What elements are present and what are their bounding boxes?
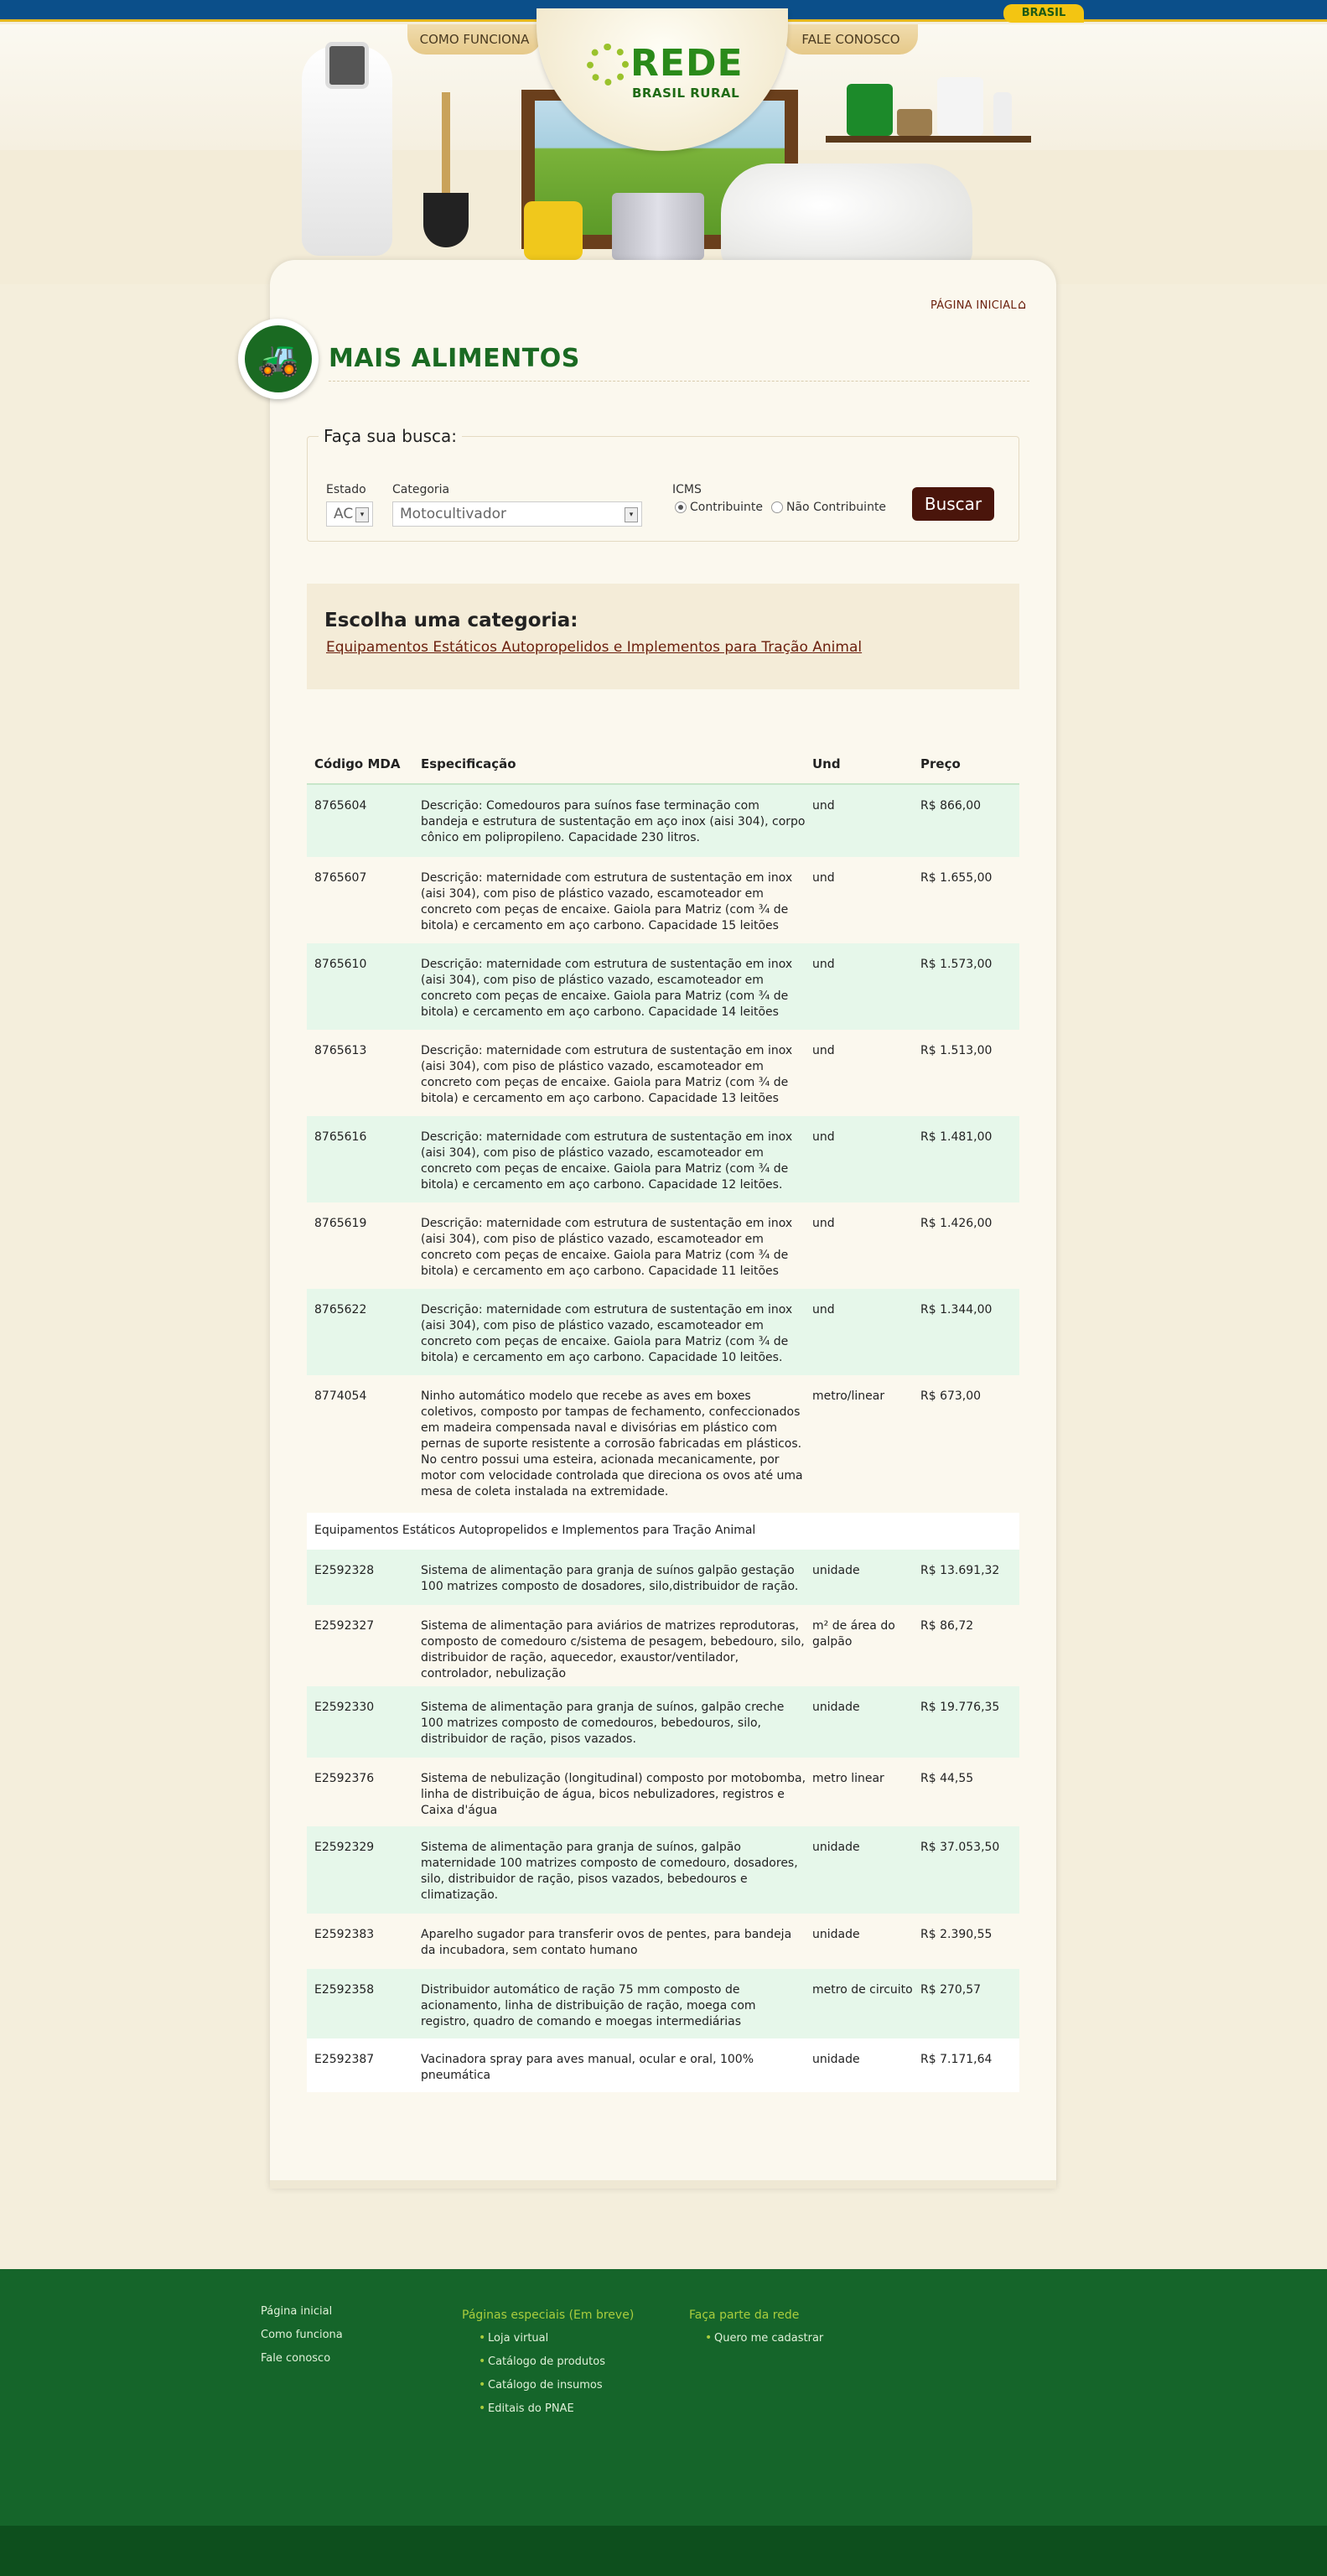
row-price: R$ 86,72 <box>920 1619 974 1633</box>
row-code: E2592387 <box>314 2053 375 2066</box>
table-group-row <box>307 1513 1019 1550</box>
row-und: und <box>812 1217 835 1230</box>
bullet-icon: • <box>479 2331 486 2345</box>
row-spec: Vacinadora spray para aves manual, ocular e oral, 100% pneumática <box>421 2053 754 2082</box>
footer-heading-paginas-especiais: Páginas especiais (Em breve) <box>462 2309 635 2322</box>
row-spec: Descrição: maternidade com estrutura de sustentação em inox (aisi 304), com piso de plástico vazado, escamoteador em concreto com peças de encaixe. Gaiola para Matriz (com ¾ de bitola) e cercamento em aço carbono. Capacidade 12 leitões. <box>421 1130 793 1192</box>
row-price: R$ 1.655,00 <box>920 871 993 885</box>
contribuinte-radio[interactable] <box>675 501 687 513</box>
search-legend: Faça sua busca: <box>319 426 462 446</box>
row-code: 8765613 <box>314 1044 367 1057</box>
white-jug-illustration <box>937 77 983 136</box>
row-und: metro de circuito <box>812 1983 913 1997</box>
categoria-value: Motocultivador <box>400 506 507 522</box>
row-code: E2592329 <box>314 1841 375 1854</box>
row-price: R$ 13.691,32 <box>920 1564 1000 1577</box>
row-code: 8765607 <box>314 871 367 885</box>
table-row <box>307 1375 1019 1513</box>
group-label: Equipamentos Estáticos Autopropelidos e Implementos para Tração Animal <box>314 1524 756 1537</box>
row-price: R$ 1.426,00 <box>920 1217 993 1230</box>
title-divider <box>329 381 1029 382</box>
row-code: 8774054 <box>314 1389 367 1403</box>
row-price: R$ 2.390,55 <box>920 1928 993 1941</box>
row-und: und <box>812 1044 835 1057</box>
table-row <box>307 1686 1019 1758</box>
row-spec: Sistema de alimentação para aviários de matrizes reprodutoras, composto de comedouro c/sistema de pesagem, bebedouro, silo, distribuidor de ração, aquecedor, exaustor/ventilador, controlador, nebulização <box>421 1619 805 1680</box>
chevron-down-icon[interactable]: ▾ <box>625 507 638 522</box>
table-row <box>307 1550 1019 1605</box>
row-spec: Aparelho sugador para transferir ovos de pentes, para bandeja da incubadora, sem contato humano <box>421 1928 792 1957</box>
row-price: R$ 270,57 <box>920 1983 982 1997</box>
row-code: E2592376 <box>314 1772 375 1785</box>
estado-value: AC <box>334 506 354 522</box>
row-code: E2592330 <box>314 1701 375 1714</box>
row-spec: Sistema de alimentação para granja de suínos, galpão maternidade 100 matrizes composto de comedouro, dosadores, silo, distribuidor de ração, pisos vazados, bebedouros e climatização. <box>421 1841 798 1902</box>
category-link[interactable]: Equipamentos Estáticos Autopropelidos e Implementos para Tração Animal <box>326 639 863 656</box>
table-header <box>307 746 1019 785</box>
table-row <box>307 2038 1019 2092</box>
row-und: und <box>812 1130 835 1144</box>
table-row <box>307 943 1019 1030</box>
category-box <box>307 584 1019 689</box>
row-price: R$ 44,55 <box>920 1772 974 1785</box>
footer <box>0 2269 1327 2526</box>
row-code: 8765622 <box>314 1303 367 1317</box>
categoria-label: Categoria <box>392 483 450 496</box>
nao-contribuinte-label[interactable]: Não Contribuinte <box>786 501 887 514</box>
row-price: R$ 1.573,00 <box>920 958 993 971</box>
bullet-icon: • <box>479 2402 486 2415</box>
footer-heading-faca-parte: Faça parte da rede <box>689 2309 800 2322</box>
row-und: unidade <box>812 1701 860 1714</box>
row-code: 8765604 <box>314 799 367 813</box>
row-code: 8765619 <box>314 1217 367 1230</box>
bullet-icon: • <box>705 2331 713 2345</box>
categoria-select[interactable] <box>392 501 642 527</box>
row-code: E2592358 <box>314 1983 375 1997</box>
shovel-blade-illustration <box>423 193 469 247</box>
buscar-button[interactable]: Buscar <box>912 487 994 521</box>
sacks-illustration <box>721 164 972 268</box>
table-row <box>307 1969 1019 2038</box>
content-panel-bottom <box>270 2180 1056 2189</box>
row-und: und <box>812 871 835 885</box>
icms-label: ICMS <box>672 483 702 496</box>
nao-contribuinte-radio[interactable] <box>771 501 783 513</box>
row-und: und <box>812 1303 835 1317</box>
row-spec: Descrição: maternidade com estrutura de sustentação em inox (aisi 304), com piso de plástico vazado, escamoteador em concreto com peças de encaixe. Gaiola para Matriz (com ¾ de bitola) e cercamento em aço carbono. Capacidade 10 leitões. <box>421 1303 793 1364</box>
bullet-icon: • <box>479 2355 486 2368</box>
row-price: R$ 19.776,35 <box>920 1701 1000 1714</box>
row-price: R$ 1.344,00 <box>920 1303 993 1317</box>
chevron-down-icon[interactable]: ▾ <box>355 507 369 522</box>
row-spec: Descrição: maternidade com estrutura de sustentação em inox (aisi 304), com piso de plástico vazado, escamoteador em concreto com peças de encaixe. Gaiola para Matriz (com ¾ de bitola) e cercamento em aço carbono. Capacidade 14 leitões <box>421 958 793 1019</box>
category-title: Escolha uma categoria: <box>324 610 578 631</box>
row-und: unidade <box>812 1841 860 1854</box>
table-row <box>307 1289 1019 1375</box>
footer-link-como-funciona[interactable]: Como funciona <box>261 2329 343 2341</box>
home-icon[interactable]: ⌂ <box>1018 296 1027 312</box>
footer-link-catalogo-produtos[interactable]: Catálogo de produtos <box>488 2355 605 2368</box>
row-und: unidade <box>812 1928 860 1941</box>
header-codigo: Código MDA <box>314 756 401 771</box>
header-preco: Preço <box>920 756 961 771</box>
logo-subtitle: BRASIL RURAL <box>632 86 740 101</box>
row-und: m² de área do galpão <box>812 1619 895 1649</box>
footer-link-quero-cadastrar[interactable]: Quero me cadastrar <box>714 2332 824 2345</box>
row-code: 8765610 <box>314 958 367 971</box>
table-row <box>307 1202 1019 1289</box>
tractor-icon: 🚜 <box>245 325 312 392</box>
row-und: und <box>812 958 835 971</box>
footer-link-pagina-inicial[interactable]: Página inicial <box>261 2305 333 2318</box>
contribuinte-label[interactable]: Contribuinte <box>690 501 763 514</box>
logo-rede-text: REDE <box>630 42 744 85</box>
table-row <box>307 1826 1019 1914</box>
footer-link-catalogo-insumos[interactable]: Catálogo de insumos <box>488 2379 603 2392</box>
bottle-illustration <box>993 92 1012 136</box>
row-price: R$ 37.053,50 <box>920 1841 1000 1854</box>
breadcrumb-home-link[interactable]: PÁGINA INICIAL <box>930 299 1017 312</box>
row-code: E2592327 <box>314 1619 375 1633</box>
wire-rolls-illustration <box>612 193 704 260</box>
nav-como-funciona[interactable]: COMO FUNCIONA <box>407 24 542 55</box>
table-row <box>307 1605 1019 1686</box>
row-spec: Sistema de alimentação para granja de suínos galpão gestação 100 matrizes composto de dosadores, silo,distribuidor de ração. <box>421 1564 799 1593</box>
basket-illustration <box>897 109 932 136</box>
row-spec: Sistema de nebulização (longitudinal) composto por motobomba, linha de distribuição de água, bicos nebulizadores, registros e Caixa d'água <box>421 1772 806 1817</box>
row-spec: Descrição: maternidade com estrutura de sustentação em inox (aisi 304), com piso de plástico vazado, escamoteador em concreto com peças de encaixe. Gaiola para Matriz (com ¾ de bitola) e cercamento em aço carbono. Capacidade 15 leitões <box>421 871 793 932</box>
footer-link-loja-virtual[interactable]: Loja virtual <box>488 2332 549 2345</box>
row-code: 8765616 <box>314 1130 367 1144</box>
table-row <box>307 1116 1019 1202</box>
row-code: E2592383 <box>314 1928 375 1941</box>
page-title: MAIS ALIMENTOS <box>329 344 580 373</box>
row-spec: Descrição: maternidade com estrutura de sustentação em inox (aisi 304), com piso de plástico vazado, escamoteador em concreto com peças de encaixe. Gaiola para Matriz (com ¾ de bitola) e cercamento em aço carbono. Capacidade 11 leitões <box>421 1217 793 1278</box>
bullet-icon: • <box>479 2378 486 2392</box>
row-price: R$ 866,00 <box>920 799 982 813</box>
green-jug-illustration <box>847 84 893 136</box>
row-und: und <box>812 799 835 813</box>
row-price: R$ 7.171,64 <box>920 2053 993 2066</box>
table-row <box>307 1914 1019 1969</box>
row-spec: Descrição: Comedouros para suínos fase terminação com bandeja e estrutura de sustentação em aço inox (aisi 304), corpo cônico em polipropileno. Capacidade 230 litros. <box>421 799 806 844</box>
row-price: R$ 1.481,00 <box>920 1130 993 1144</box>
footer-link-editais-pnae[interactable]: Editais do PNAE <box>488 2402 574 2415</box>
row-price: R$ 1.513,00 <box>920 1044 993 1057</box>
footer-bottom-bar <box>0 2526 1327 2576</box>
shelf-illustration <box>826 136 1031 143</box>
row-spec: Ninho automático modelo que recebe as aves em boxes coletivos, composto por tampas de fechamento, confeccionados em madeira compensada naval e divisórias em plástico com pernas de suporte resistente a corrosão fabricadas em plásticos. No centro possui uma esteira, acionada mecanicamente, por motor com velocidade controlada que direciona os ovos até uma mesa de coleta instalada na extremidade. <box>421 1389 803 1498</box>
row-spec: Distribuidor automático de ração 75 mm composto de acionamento, linha de distribuição de ração, moega com registro, quadro de comando e moegas intermediárias <box>421 1983 756 2028</box>
row-spec: Descrição: maternidade com estrutura de sustentação em inox (aisi 304), com piso de plástico vazado, escamoteador em concreto com peças de encaixe. Gaiola para Matriz (com ¾ de bitola) e cercamento em aço carbono. Capacidade 13 leitões <box>421 1044 793 1105</box>
row-und: unidade <box>812 2053 860 2066</box>
row-und: metro/linear <box>812 1389 885 1403</box>
shovel-handle-illustration <box>442 92 450 201</box>
row-code: E2592328 <box>314 1564 375 1577</box>
sprayer-illustration <box>524 201 583 260</box>
brasil-badge[interactable]: BRASIL <box>1003 4 1084 23</box>
row-und: metro linear <box>812 1772 884 1785</box>
beekeeper-mask-illustration <box>325 42 369 89</box>
table-row <box>307 1030 1019 1116</box>
row-und: unidade <box>812 1564 860 1577</box>
footer-link-fale-conosco[interactable]: Fale conosco <box>261 2352 331 2365</box>
sun-logo-icon <box>587 44 629 86</box>
nav-fale-conosco[interactable]: FALE CONOSCO <box>784 24 918 55</box>
row-spec: Sistema de alimentação para granja de suínos, galpão creche 100 matrizes composto de comedouros, bebedouros, silo, distribuidor de ração, pisos vazados. <box>421 1701 785 1746</box>
estado-select[interactable] <box>326 501 373 527</box>
estado-label: Estado <box>326 483 366 496</box>
header-especificacao: Especificação <box>421 756 516 771</box>
row-price: R$ 673,00 <box>920 1389 982 1403</box>
table-row <box>307 857 1019 943</box>
table-row <box>307 1758 1019 1826</box>
table-row <box>307 785 1019 857</box>
header-und: Und <box>812 756 841 771</box>
products-table <box>307 746 1019 2092</box>
